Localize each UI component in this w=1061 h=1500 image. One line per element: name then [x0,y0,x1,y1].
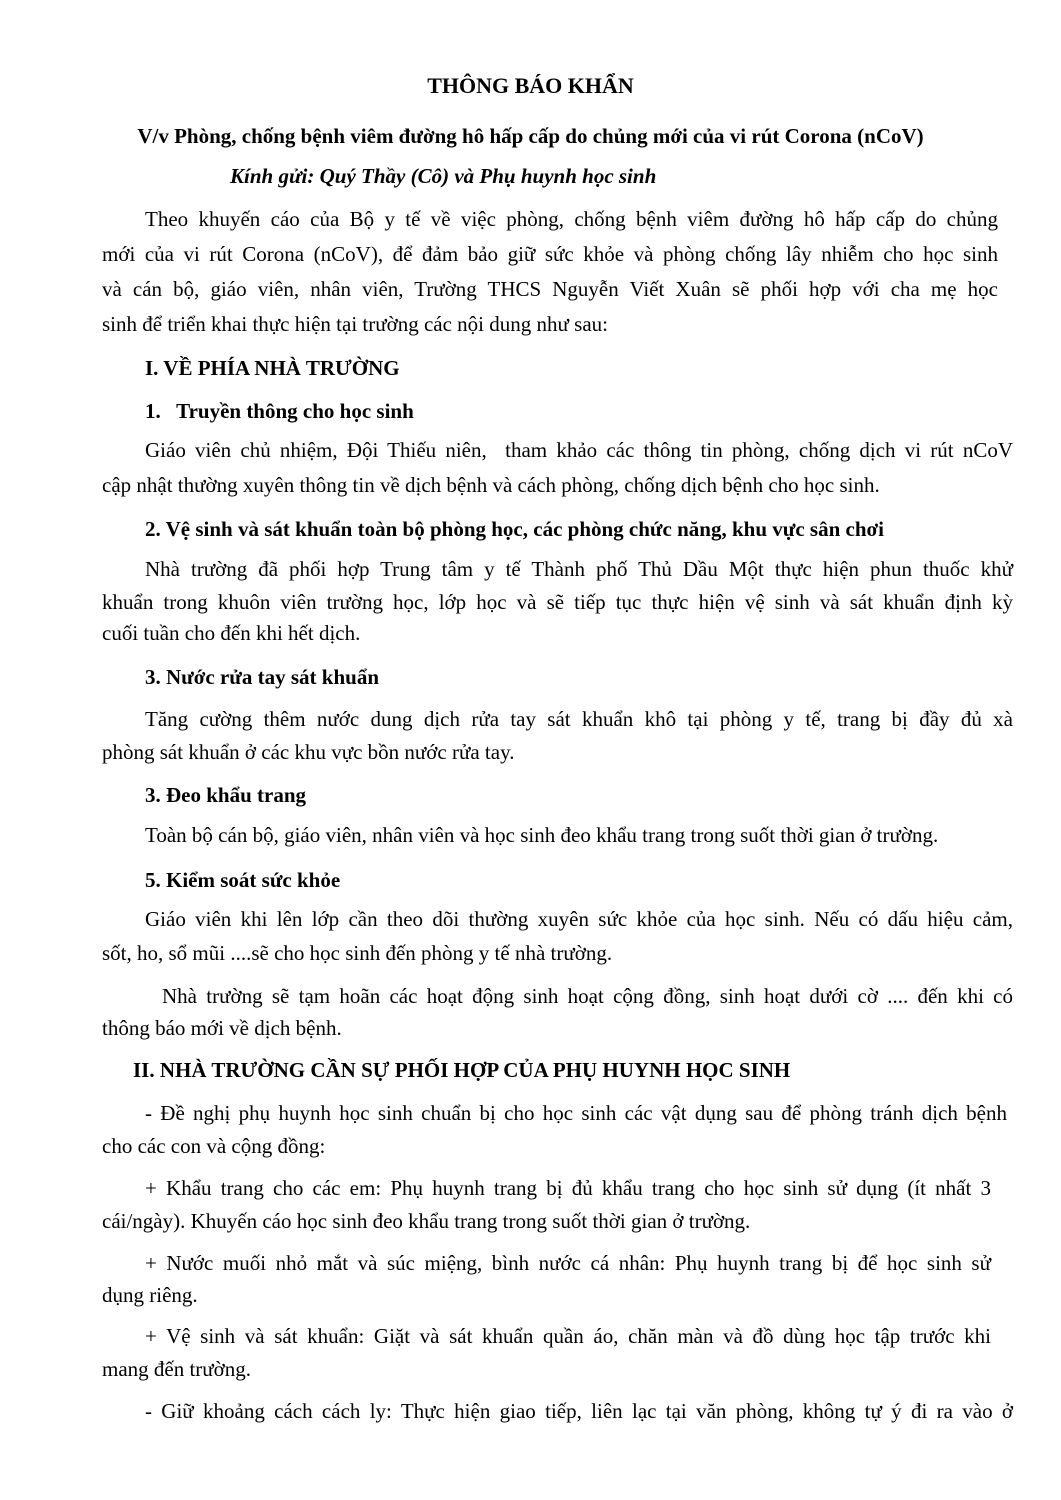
item-3-heading: 3. Nước rửa tay sát khuẩn [145,665,380,689]
section-2-p1-line-1: - Đề nghị phụ huynh học sinh chuẩn bị cho học sinh các vật dụng sau để phòng tránh dịch bệnh [145,1101,1007,1125]
item-4-heading: 3. Đeo khẩu trang [145,783,307,807]
document-subject: V/v Phòng, chống bệnh viêm đường hô hấp cấp do chủng mới của vi rút Corona (nCoV) [137,124,924,148]
intro-line-3: và cán bộ, giáo viên, nhân viên, Trường THCS Nguyễn Viết Xuân sẽ phối hợp với cha mẹ học [102,277,998,301]
document-title: THÔNG BÁO KHẨN [427,73,634,98]
recipient-line: Kính gửi: Quý Thầy (Cô) và Phụ huynh học sinh [230,164,657,188]
section-2-p3-line-1: + Nước muối nhỏ mắt và súc miệng, bình nước cá nhân: Phụ huynh trang bị để học sinh sử [145,1251,991,1275]
intro-line-4: sinh để triển khai thực hiện tại trường các nội dung như sau: [102,312,608,336]
item-3-line-1: Tăng cường thêm nước dung dịch rửa tay sát khuẩn khô tại phòng y tế, trang bị đầy đủ xà [145,707,1013,731]
intro-line-2: mới của vi rút Corona (nCoV), để đảm bảo giữ sức khỏe và phòng chống lây nhiễm cho học sinh [102,242,998,266]
item-2-line-3: cuối tuần cho đến khi hết dịch. [102,621,361,645]
item-2-line-2: khuẩn trong khuôn viên trường học, lớp học và sẽ tiếp tục thực hiện vệ sinh và sát khuẩn định kỳ [102,590,1013,614]
intro-line-1: Theo khuyến cáo của Bộ y tế về việc phòng, chống bệnh viêm đường hô hấp cấp do chủng [145,207,998,231]
item-2-heading: 2. Vệ sinh và sát khuẩn toàn bộ phòng học, các phòng chức năng, khu vực sân chơi [145,517,884,541]
item-5-heading: 5. Kiểm soát sức khỏe [145,868,341,892]
item-1-line-2: cập nhật thường xuyên thông tin về dịch bệnh và cách phòng, chống dịch bệnh cho học sinh. [102,473,880,497]
item-5-line-1: Giáo viên khi lên lớp cần theo dõi thường xuyên sức khỏe của học sinh. Nếu có dấu hiệu cảm, [145,907,1013,931]
section-2-p1-line-2: cho các con và cộng đồng: [102,1134,326,1158]
section-2-p5-line-1: - Giữ khoảng cách cách ly: Thực hiện giao tiếp, liên lạc tại văn phòng, không tự ý đi ra vào ở [145,1399,1013,1423]
section-2-p2-line-1: + Khẩu trang cho các em: Phụ huynh trang bị đủ khẩu trang cho học sinh sử dụng (ít nhất 3 [145,1176,991,1200]
item-5-line-2: sốt, ho, sổ mũi ....sẽ cho học sinh đến phòng y tế nhà trường. [102,941,613,965]
section-2-heading: II. NHÀ TRƯỜNG CẦN SỰ PHỐI HỢP CỦA PHỤ HUYNH HỌC SINH [133,1058,791,1082]
item-3-line-2: phòng sát khuẩn ở các khu vực bồn nước rửa tay. [102,740,515,764]
item-4-line-1: Toàn bộ cán bộ, giáo viên, nhân viên và học sinh đeo khẩu trang trong suốt thời gian ở trường. [145,823,939,847]
section-2-p3-line-2: dụng riêng. [102,1283,198,1307]
note-line-2: thông báo mới về dịch bệnh. [102,1016,342,1040]
section-1-heading: I. VỀ PHÍA NHÀ TRƯỜNG [145,356,400,380]
item-1-line-1: Giáo viên chủ nhiệm, Đội Thiếu niên, tham khảo các thông tin phòng, chống dịch vi rút nCoV [145,438,1013,462]
item-2-line-1: Nhà trường đã phối hợp Trung tâm y tế Thành phố Thủ Dầu Một thực hiện phun thuốc khử [145,557,1013,581]
note-line-1: Nhà trường sẽ tạm hoãn các hoạt động sinh hoạt cộng đồng, sinh hoạt dưới cờ .... đến khi có [162,984,1013,1008]
item-1-heading: 1. Truyền thông cho học sinh [145,399,414,423]
section-2-p2-line-2: cái/ngày). Khuyến cáo học sinh đeo khẩu trang trong suốt thời gian ở trường. [102,1209,751,1233]
section-2-p4-line-1: + Vệ sinh và sát khuẩn: Giặt và sát khuẩn quần áo, chăn màn và đồ dùng học tập trước khi [145,1324,991,1348]
section-2-p4-line-2: mang đến trường. [102,1357,252,1381]
